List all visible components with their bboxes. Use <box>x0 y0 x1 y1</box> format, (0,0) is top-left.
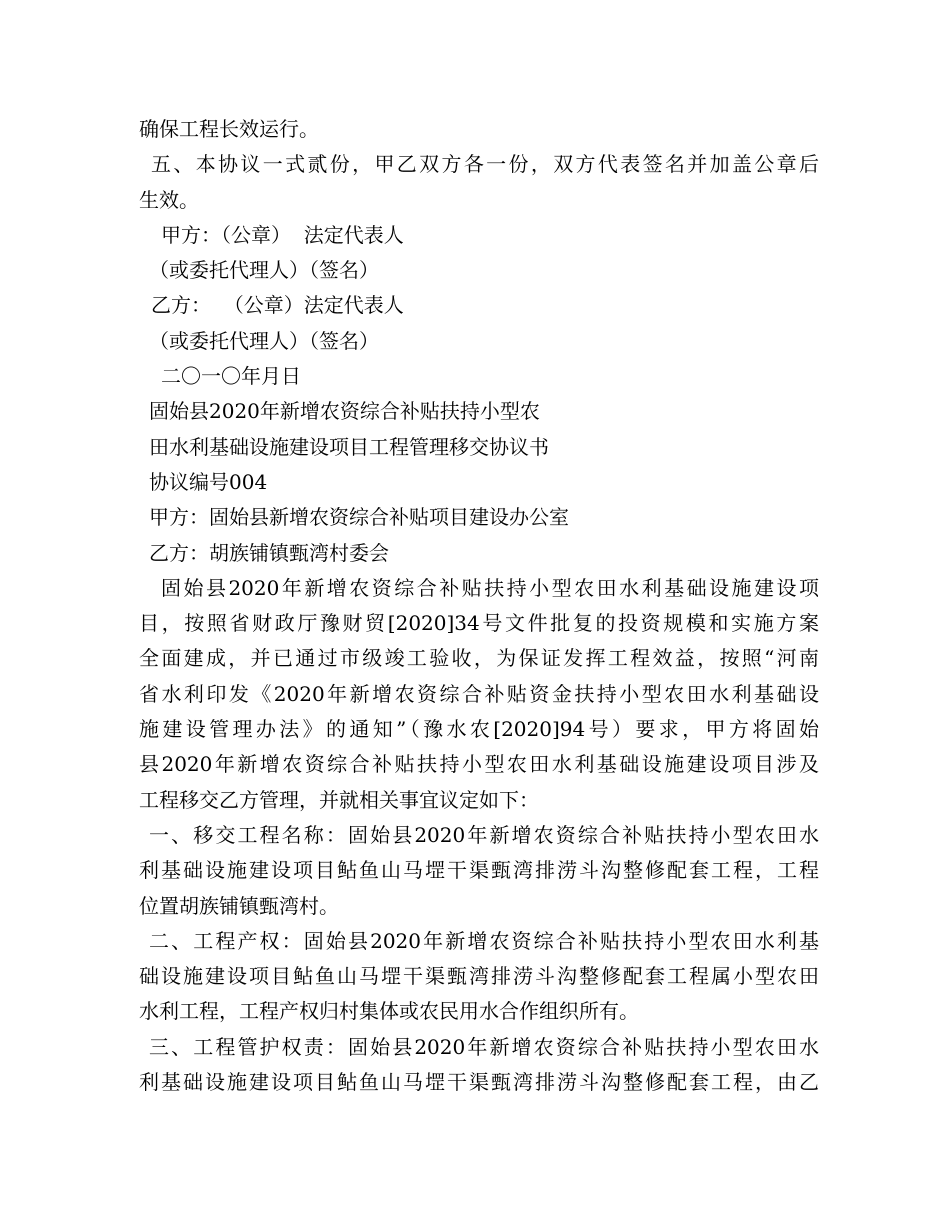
text-line: 省水利印发《2020年新增农资综合补贴资金扶持小型农田水利基础设 <box>139 681 819 706</box>
text-line: 生效。 <box>139 187 199 212</box>
text-line: 固始县2020年新增农资综合补贴扶持小型农 <box>149 399 540 424</box>
text-line: 二〇一〇年月日 <box>161 364 301 389</box>
document-body <box>139 112 819 1100</box>
text-line: 甲方：固始县新增农资综合补贴项目建设办公室 <box>149 505 569 530</box>
text-line: 协议编号004 <box>149 469 268 494</box>
text-line: 固始县2020年新增农资综合补贴扶持小型农田水利基础设施建设项 <box>161 575 819 600</box>
text-line: 础设施建设项目鲇鱼山马堽干渠甄湾排涝斗沟整修配套工程属小型农田 <box>139 964 819 989</box>
text-line: 利基础设施建设项目鲇鱼山马堽干渠甄湾排涝斗沟整修配套工程，由乙 <box>139 1070 819 1095</box>
text-line: 确保工程长效运行。 <box>139 117 319 141</box>
text-line: 乙方： （公章）法定代表人 <box>151 293 404 318</box>
text-line: 五、本协议一式贰份，甲乙双方各一份，双方代表签名并加盖公章后 <box>151 152 819 177</box>
text-line: （或委托代理人）（签名） <box>149 258 379 283</box>
text-line: 乙方：胡族铺镇甄湾村委会 <box>149 540 389 565</box>
text-line: 施建设管理办法》的通知”（豫水农[2020]94号）要求，甲方将固始 <box>139 717 819 742</box>
text-line: 目，按照省财政厅豫财贸[2020]34号文件批复的投资规模和实施方案 <box>139 611 819 636</box>
text-line: 甲方：（公章） 法定代表人 <box>161 222 404 247</box>
text-line: 水利工程，工程产权归村集体或农民用水合作组织所有。 <box>139 999 639 1024</box>
text-line: 田水利基础设施建设项目工程管理移交协议书 <box>149 434 549 459</box>
text-line: 工程移交乙方管理，并就相关事宜议定如下： <box>139 787 539 812</box>
text-line: 位置胡族铺镇甄湾村。 <box>139 893 339 918</box>
text-line: 县2020年新增农资综合补贴扶持小型农田水利基础设施建设项目涉及 <box>139 752 819 777</box>
text-line: （或委托代理人）（签名） <box>149 328 379 353</box>
text-line: 全面建成，并已通过市级竣工验收，为保证发挥工程效益，按照“河南 <box>139 646 819 671</box>
text-line: 三、工程管护权责：固始县2020年新增农资综合补贴扶持小型农田水 <box>149 1034 819 1059</box>
text-line: 利基础设施建设项目鲇鱼山马堽干渠甄湾排涝斗沟整修配套工程，工程 <box>139 858 819 883</box>
text-line: 二、工程产权：固始县2020年新增农资综合补贴扶持小型农田水利基 <box>149 928 819 953</box>
text-line: 一、移交工程名称：固始县2020年新增农资综合补贴扶持小型农田水 <box>149 822 819 847</box>
